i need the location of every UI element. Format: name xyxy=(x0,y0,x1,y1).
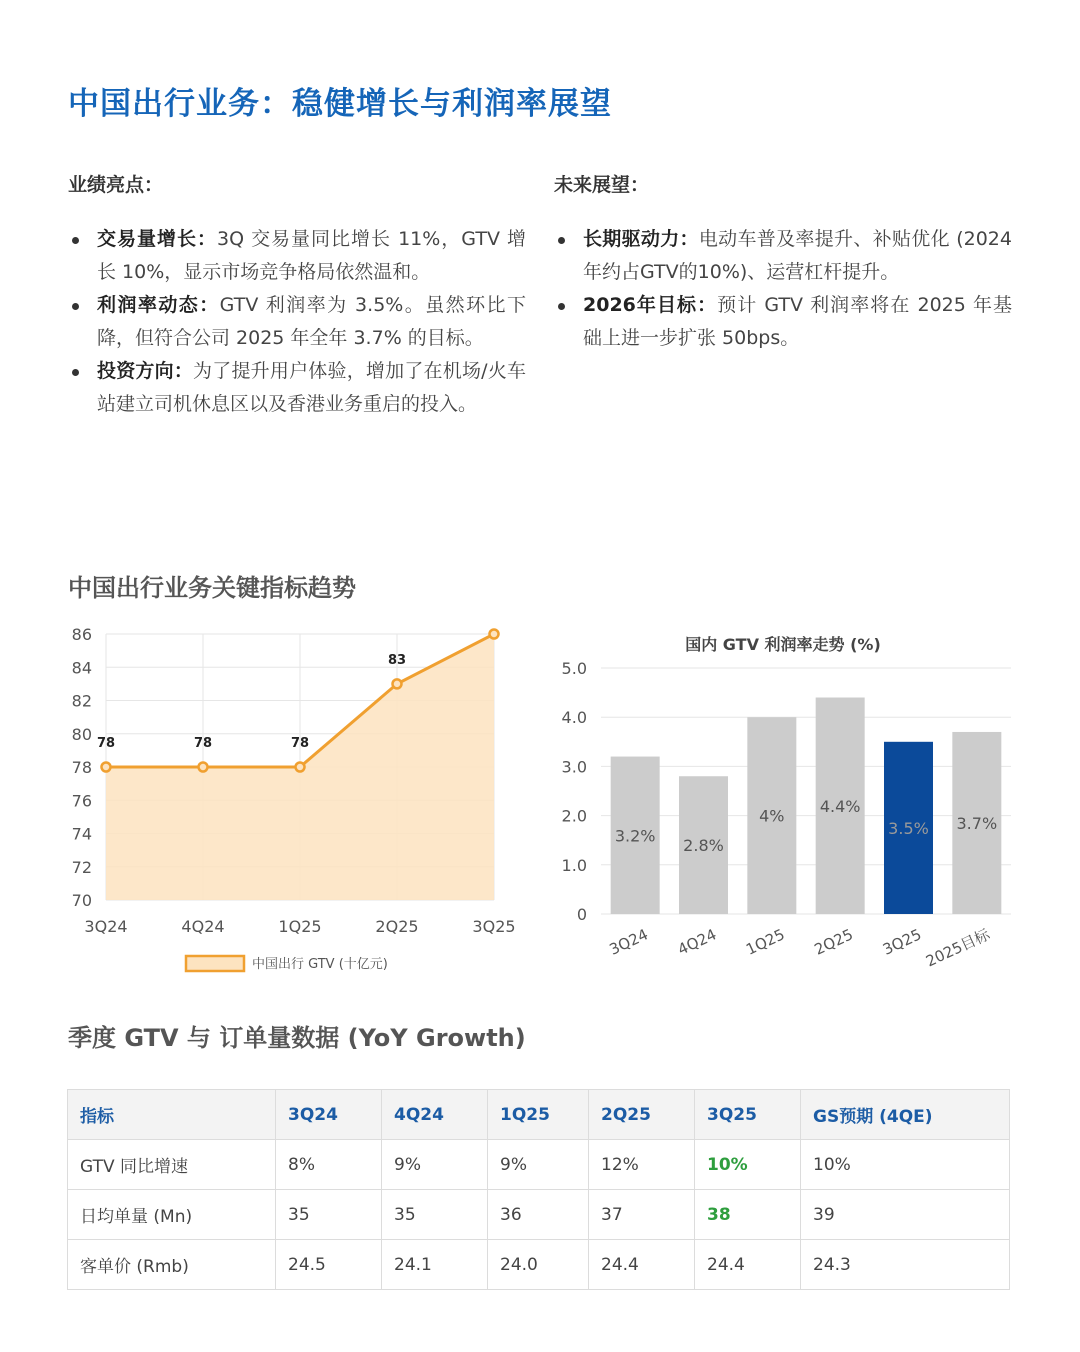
y-tick-label: 78 xyxy=(71,758,92,777)
highlight-item xyxy=(68,289,526,355)
highlight-label: 交易量增长： xyxy=(97,228,217,250)
legend-label: 中国出行 GTV (十亿元) xyxy=(252,957,388,972)
highlight-label: 投资方向： xyxy=(97,360,194,382)
charts-section-title: 中国出行业务关键指标趋势 xyxy=(68,574,356,602)
x-tick-label: 3Q24 xyxy=(84,917,128,936)
y-tick-label: 72 xyxy=(71,857,92,877)
y-tick-label: 76 xyxy=(71,791,92,811)
highlight-text: 为了提升用户体验，增加了在机场/火车站建立司机休息区以及香港业务重启的投入。 xyxy=(97,360,526,415)
table-cell: 10% xyxy=(801,1140,1010,1190)
table-cell: 24.5 xyxy=(276,1240,382,1290)
y-tick-label: 4.0 xyxy=(561,708,587,728)
outlook-label: 长期驱动力： xyxy=(583,228,699,250)
x-tick-label: 4Q24 xyxy=(181,917,225,936)
x-tick-label: 2Q25 xyxy=(375,917,419,936)
gtv-data-point xyxy=(393,679,402,688)
table-header-cell: 3Q24 xyxy=(276,1090,382,1140)
gtv-data-point xyxy=(296,763,305,772)
table-cell: 8% xyxy=(276,1140,382,1190)
x-tick-label: 2Q25 xyxy=(811,925,856,959)
table-cell: 客单价 (Rmb) xyxy=(68,1240,276,1290)
table-cell: 日均单量 (Mn) xyxy=(68,1190,276,1240)
gtv-data-point xyxy=(199,763,208,772)
outlook-label: 2026年目标： xyxy=(583,294,718,316)
margin-bar-chart xyxy=(545,622,1015,982)
table-cell: 35 xyxy=(276,1190,382,1240)
table-cell: 9% xyxy=(382,1140,488,1190)
y-tick-label: 2.0 xyxy=(561,806,587,826)
x-tick-label: 4Q24 xyxy=(674,925,720,959)
highlights-heading: 业绩亮点： xyxy=(68,174,164,196)
gtv-data-label: 78 xyxy=(193,736,213,751)
x-tick-label: 2025目标 xyxy=(923,925,993,971)
y-tick-label: 74 xyxy=(71,824,92,844)
table-row xyxy=(68,1240,1010,1290)
margin-data-label: 2.8% xyxy=(683,836,724,856)
x-tick-label: 3Q25 xyxy=(472,917,516,936)
table-header-cell: 2Q25 xyxy=(589,1090,695,1140)
outlook-panel xyxy=(554,170,1012,355)
outlook-heading: 未来展望： xyxy=(554,174,650,196)
y-tick-label: 80 xyxy=(71,724,92,744)
table-header-cell: GS预期 (4QE) xyxy=(801,1090,1010,1140)
table-header-cell: 1Q25 xyxy=(488,1090,589,1140)
x-tick-label: 3Q25 xyxy=(879,925,925,959)
table-header-cell: 4Q24 xyxy=(382,1090,488,1140)
margin-data-label: 3.5% xyxy=(888,818,929,838)
gtv-data-point xyxy=(102,763,111,772)
x-tick-label: 1Q25 xyxy=(743,925,788,959)
y-tick-label: 70 xyxy=(71,891,92,910)
gtv-data-label: 78 xyxy=(290,736,310,751)
highlight-item xyxy=(68,355,526,421)
y-tick-label: 84 xyxy=(71,658,92,678)
table-cell: 24.4 xyxy=(695,1240,801,1290)
table-header-cell: 指标 xyxy=(68,1090,276,1140)
table-cell: 36 xyxy=(488,1190,589,1240)
table-cell: 35 xyxy=(382,1190,488,1240)
margin-data-label: 3.2% xyxy=(614,826,656,846)
table-header-cell: 3Q25 xyxy=(695,1090,801,1140)
gtv-data-point xyxy=(490,630,499,639)
y-tick-label: 86 xyxy=(71,625,92,644)
outlook-text: 电动车普及率提升、补贴优化 (2024年约占GTV的10%)、运营杠杆提升。 xyxy=(583,228,1012,283)
margin-data-label: 4% xyxy=(759,806,785,826)
table-section-title: 季度 GTV 与 订单量数据 (YoY Growth) xyxy=(68,1024,526,1052)
outlook-item xyxy=(554,289,1012,355)
y-tick-label: 5.0 xyxy=(561,659,587,678)
quarterly-data-table-wrapper xyxy=(67,1089,1010,1290)
table-cell: 12% xyxy=(589,1140,695,1190)
margin-data-label: 3.7% xyxy=(956,813,998,833)
table-cell: 9% xyxy=(488,1140,589,1190)
bar-chart-title: 国内 GTV 利润率走势 (%) xyxy=(685,635,881,654)
table-cell: GTV 同比增速 xyxy=(68,1140,276,1190)
outlook-item xyxy=(554,223,1012,289)
table-cell: 24.1 xyxy=(382,1240,488,1290)
margin-data-label: 4.4% xyxy=(819,796,861,816)
x-tick-label: 1Q25 xyxy=(278,917,322,936)
table-cell: 24.4 xyxy=(589,1240,695,1290)
y-tick-label: 1.0 xyxy=(561,855,587,875)
table-cell: 24.3 xyxy=(801,1240,1010,1290)
gtv-data-label: 78 xyxy=(96,736,116,751)
y-tick-label: 82 xyxy=(71,691,92,711)
gtv-area-chart xyxy=(60,620,530,980)
x-tick-label: 3Q24 xyxy=(606,925,651,959)
table-cell: 38 xyxy=(695,1190,801,1240)
y-tick-label: 3.0 xyxy=(561,757,587,777)
table-row xyxy=(68,1190,1010,1240)
y-tick-label: 0 xyxy=(576,905,587,924)
table-cell: 24.0 xyxy=(488,1240,589,1290)
legend-swatch xyxy=(186,956,244,971)
highlights-panel xyxy=(68,170,526,421)
table-row xyxy=(68,1140,1010,1190)
highlight-item xyxy=(68,223,526,289)
highlights-list xyxy=(68,223,526,421)
highlight-text: GTV 利润率为 3.5%。虽然环比下降，但符合公司 2025 年全年 3.7% 的目标。 xyxy=(97,294,526,349)
highlight-label: 利润率动态： xyxy=(97,294,220,316)
table-body xyxy=(68,1140,1010,1290)
table-header-row xyxy=(68,1090,1010,1140)
quarterly-data-table xyxy=(67,1089,1010,1290)
table-cell: 39 xyxy=(801,1190,1010,1240)
outlook-list xyxy=(554,223,1012,355)
table-cell: 37 xyxy=(589,1190,695,1240)
gtv-data-label: 83 xyxy=(387,652,407,668)
outlook-text: 预计 GTV 利润率将在 2025 年基础上进一步扩张 50bps。 xyxy=(583,294,1012,349)
page-title: 中国出行业务：稳健增长与利润率展望 xyxy=(68,86,612,122)
highlight-text: 3Q 交易量同比增长 11%，GTV 增长 10%，显示市场竞争格局依然温和。 xyxy=(97,228,526,283)
table-cell: 10% xyxy=(695,1140,801,1190)
